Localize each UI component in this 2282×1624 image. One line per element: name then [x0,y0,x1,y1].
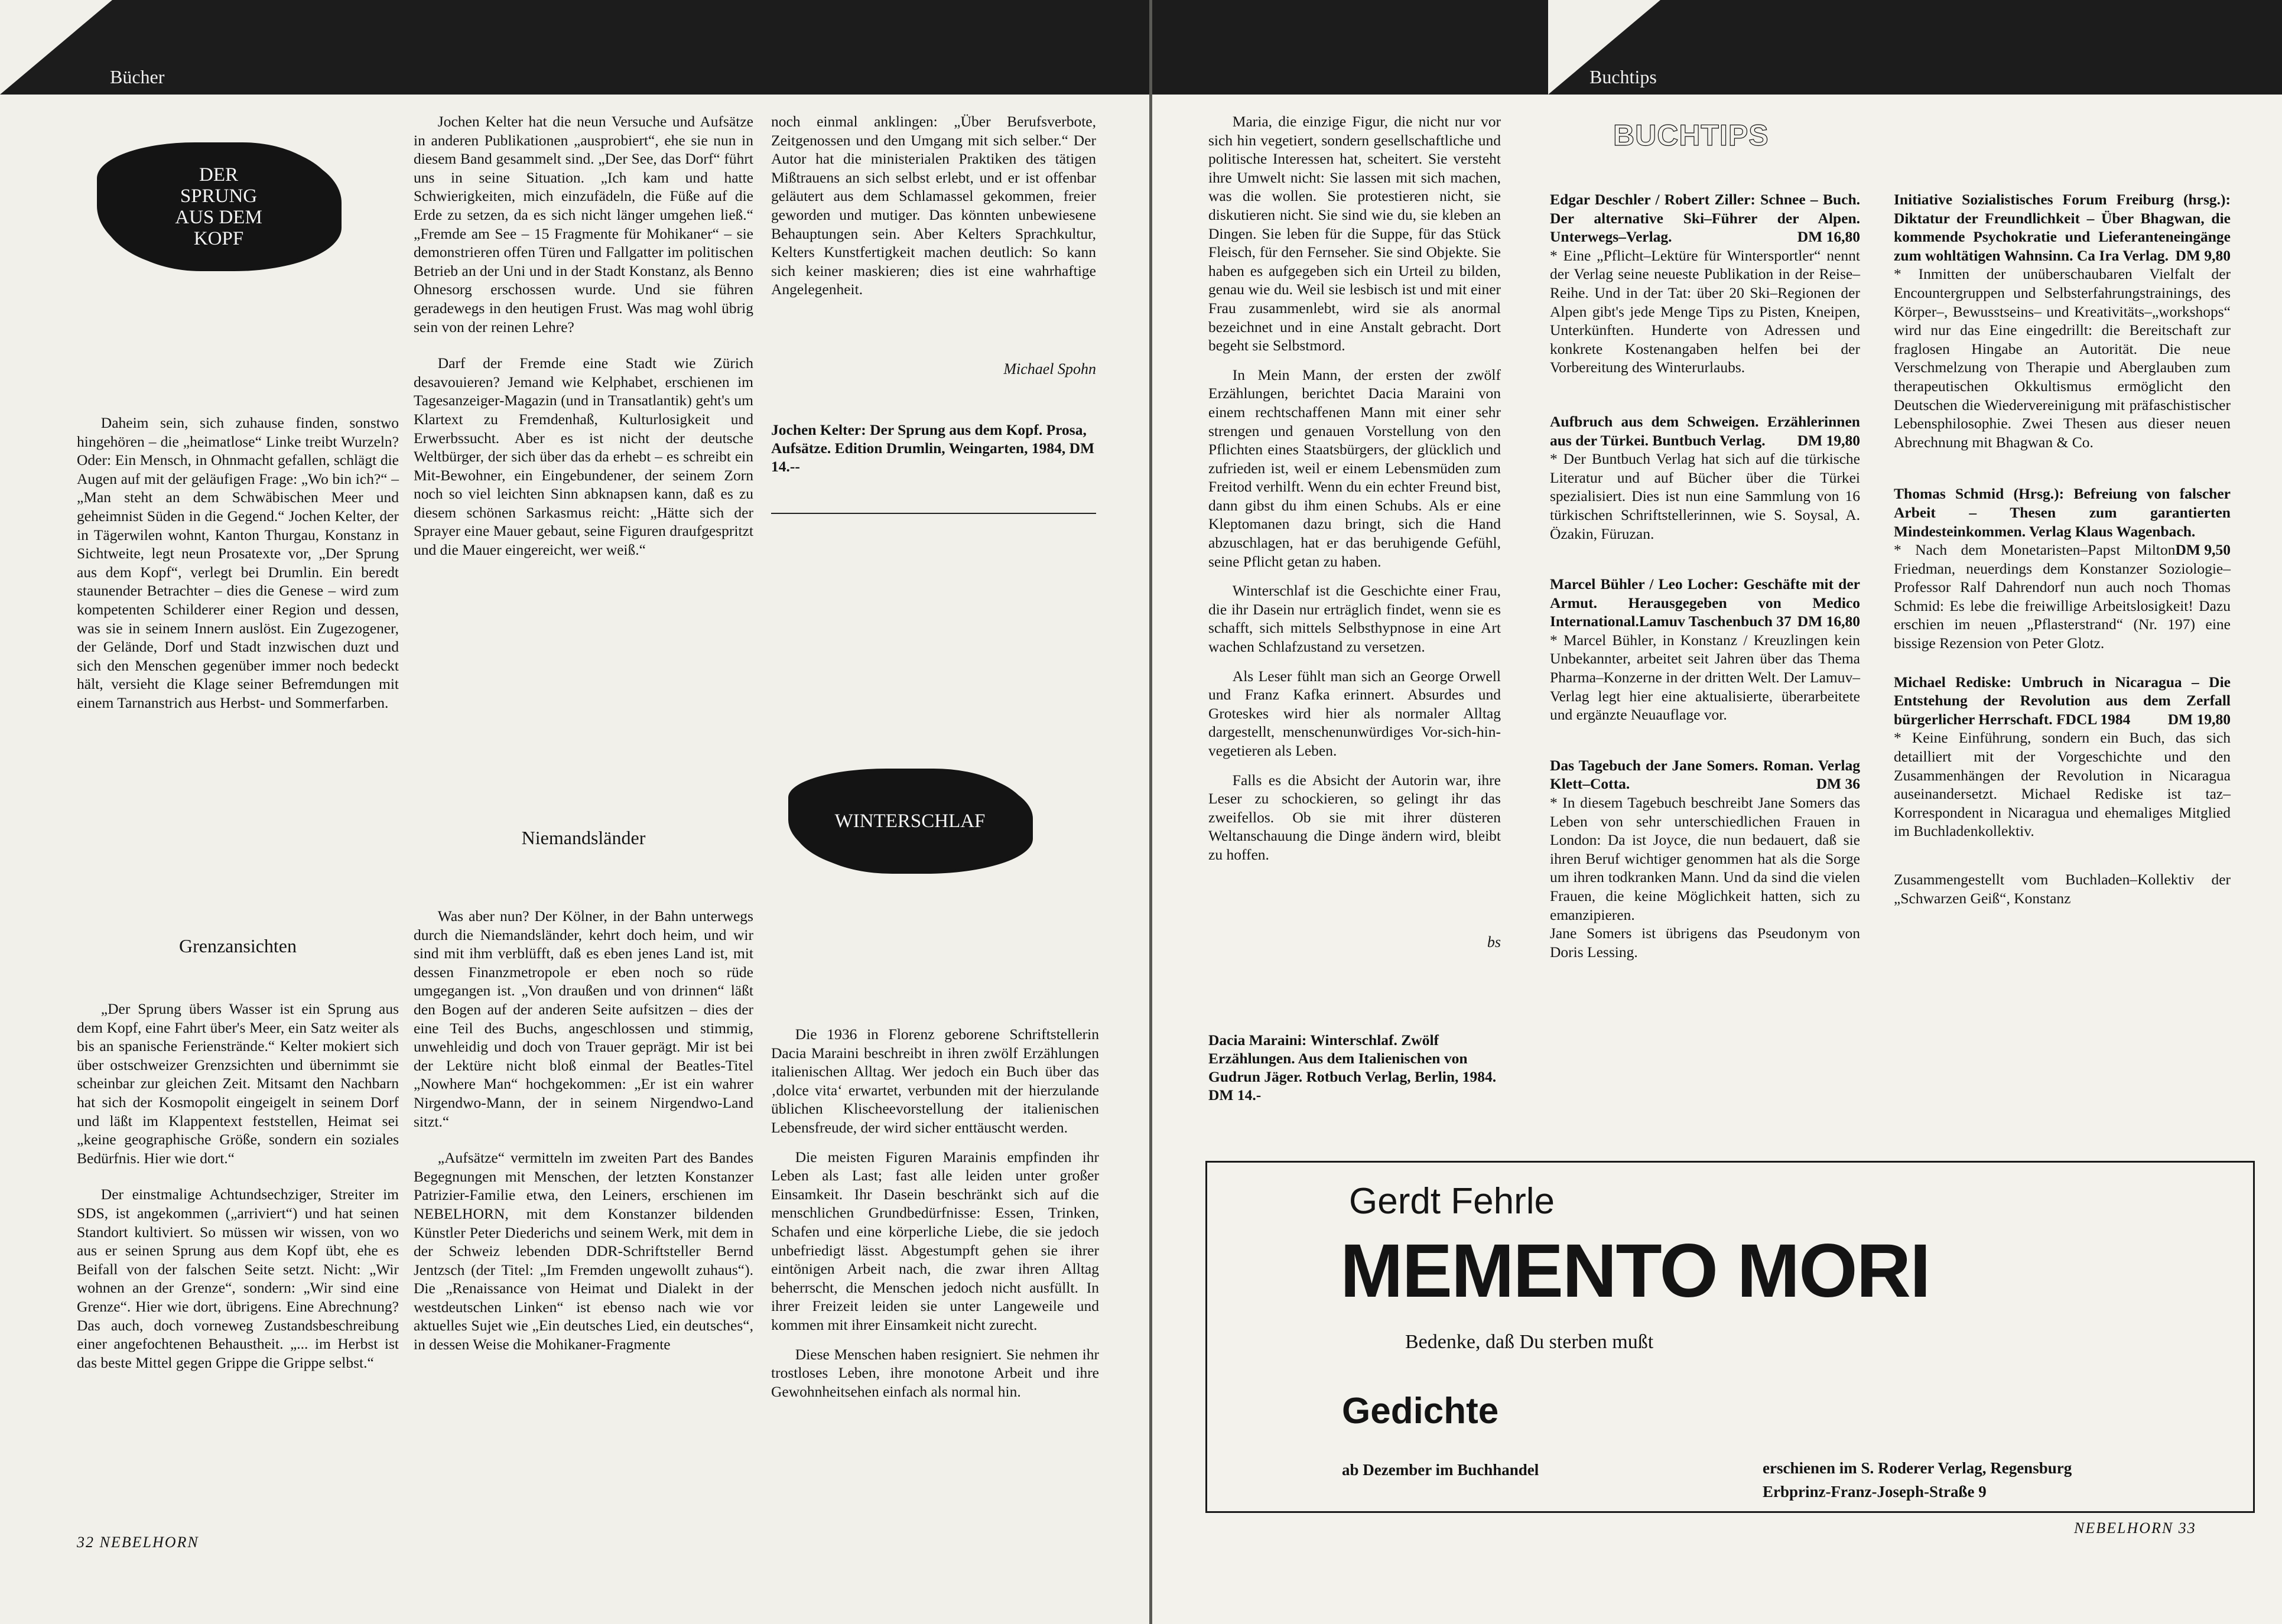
tip-item [1894,484,2231,652]
tip-text: Jane Somers ist übrigens das Pseudonym von Doris Lessing. [1550,925,1860,961]
paragraph: „Aufsätze“ vermitteln im zweiten Part des Bandes Begegnungen mit Menschen, der letzten Konstanzer Patrizier-Familie etwa, den Leiners, erschienen im NEBELHORN, mit dem Konstanzer bildenden Künstler Peter Diederichs und seinem Werk, mit dem in der Schweiz lebenden DDR-Schriftsteller Bernd Jentzsch (der Titel: „Im Fremden ungewollt zuhaus“). Die „Renaissance von Heimat und Dialekt in der westdeutschen Linken“ ist ebenso nach wie vor aktuelles Sujet wie „Ein deutsches Lied, ein deutsches“, in dessen Weise die Mohikaner-Fragmente [414,1149,753,1353]
tip-title: Initiative Sozialistisches Forum Freiburg (hrsg.): Diktatur der Freundlichkeit – Über Bhagwan, die kommende Psychokratie und Lieferanteneingänge zum wohltätigen Wahnsinn. Ca Ira Verlag. DM 9,80 [1894,191,2231,264]
article-column-2 [414,112,753,559]
page-number: NEBELHORN 33 [2074,1519,2196,1537]
paragraph: Darf der Fremde eine Stadt wie Zürich desavouieren? Jemand wie Kelphabet, erschienen im Tagesanzeiger-Magazin (und in Transatlantik) geht's um Klartext zu Fremdenhaß, Kulturlosigkeit und Erwerbssucht. Aber es ist nicht der deutsche Weltbürger, der sich über das da erhebt – es schreibt ein Mit-Bewohner, ein Eingebundener, der seinem Zorn noch so viel leichten Sinn abknapsen kann, daß es zu diesem schönen Sarkasmus reicht: „Hätte sich der Sprayer eine Mauer gebaut, seine Figuren draufgespritzt und die Mauer eingereicht, wer weiß.“ [414,354,753,559]
collective-credit: Zusammengestellt vom Buchladen–Kollektiv der „Schwarzen Geiß“, Konstanz [1894,871,2231,907]
paragraph: Die 1936 in Florenz geborene Schriftstellerin Dacia Maraini beschreibt in ihren zwölf Erzählungen italienischen Alltag. Wer jedoch ein Buch über das ‚dolce vita‘ erwartet, verbunden mit der hierzulande üblichen Klischeevorstellung der italienischen Lebensfreude, der wird sicher enttäuscht werden. [771,1026,1099,1136]
ad-publisher [1763,1456,2072,1503]
tip-text: * Keine Einführung, sondern ein Buch, das sich detailliert mit der Vorgeschichte und den Zusammenhängen der Revolution in Nicaragua auseinandersetzt. Michael Rediske ist taz–Korrespondent in Nicaragua und ehemaliges Mitglied im Buchladenkollektiv. [1894,729,2231,840]
tip-price: DM 36 [1816,775,1860,793]
review-column [1208,112,1501,864]
book-advertisement [1205,1161,2255,1513]
tip-text: * Der Buntbuch Verlag hat sich auf die türkische Literatur und auf Bücher über die Türkei spezialisiert. Dies ist nun eine Sammlung von 16 türkischen Schriftstellerinnen, wie S. Soysal, A. Özakin, Füruzan. [1550,450,1860,542]
paragraph: In Mein Mann, der ersten der zwölf Erzählungen, berichtet Dacia Maraini von einem rechtschaffenen Mann mit einer sehr strengen und genauen Vorstellung von den Pflichten eines Staatsbürgers, der glücklich und zufrieden ist, weil er einem Lebensmüden zum Freitod verhilft. Wenn du ein echter Freund bist, dann gibst du ihm einen Schubs. Als er eine Kleptomanen dazu bringt, sich die Hand abzuschlagen, hat er das beruhigende Gefühl, seine Pflicht getan zu haben. [1208,366,1501,570]
tips-column-middle [1550,190,1860,961]
tips-column-right [1894,190,2231,907]
tip-item [1550,575,1860,724]
ad-genre: Gedichte [1342,1391,1499,1431]
paragraph: Winterschlaf ist die Geschichte einer Frau, die ihr Dasein nur erträglich findet, wenn sie es schafft, sich mittels Selbsthypnose in eine Art wachen Schlafzustand zu versetzen. [1208,582,1501,656]
ad-publisher-name: erschienen im S. Roderer Verlag, Regensburg [1763,1459,2072,1477]
tip-title: Das Tagebuch der Jane Somers. Roman. Verlag Klett–Cotta. DM 36 [1550,756,1860,793]
article-column-3 [771,112,1096,299]
page-number: 32 NEBELHORN [77,1534,199,1551]
paragraph: „Der Sprung übers Wasser ist ein Sprung aus dem Kopf, eine Fahrt über's Meer, ein Satz weiter als bis an spanische Ferienstrände.“ Kelter mokiert sich über ostschweizer Grenzsichten und übernimmt sie scheinbar zur gleichen Zeit. Mitsamt den Nachbarn hat sich der Kosmopolit eingeigelt in seinem Dorf und läßt im Klappentext feststellen, Heimat sei „keine geographische Größe, sondern ein soziales Bedürfnis. Hier wie dort.“ [77,1000,399,1167]
tip-item [1550,190,1860,377]
paragraph: Der einstmalige Achtundsechziger, Streiter im SDS, ist angekommen („arriviert“) und hat seinen Standort kultiviert. So müssen wir wissen, von wo aus er seinen Sprung aus dem Kopf übt, ehe es Beifall von der falschen Seite setzt. Nicht: „Wir wohnen an der Grenze“, sondern: „Wir sind eine Grenze“. Hier wie dort, übrigens. Eine Abrechnung? Das auch, doch vorneweg Zustandsbeschreibung einer angefochtenen Behaustheit. „... im Herbst ist das beste Mittel gegen Grippe die Grippe selbst.“ [77,1186,399,1371]
right-page [1152,0,2282,1624]
tip-text: * Marcel Bühler, in Konstanz / Kreuzlingen kein Unbekannter, arbeitet seit Jahren über das Thema Pharma–Konzerne in der dritten Welt. Der Lamuv–Verlag legt hier eine aktualisierte, überarbeitete und ergänzte Neuauflage vor. [1550,631,1860,724]
section-label: Buchtips [1589,66,1657,87]
paragraph: Falls es die Absicht der Autorin war, ihre Leser zu schockieren, so gelingt ihr das zweifellos. Ob sie mit ihrer düsteren Weltanschauung die Dinge ändern wird, bleibt zu hoffen. [1208,771,1501,863]
article-column-2b [414,907,753,1354]
author-credit: Michael Spohn [1003,360,1096,377]
paragraph: Maria, die einzige Figur, die nicht nur vor sich hin vegetiert, sondern gesellschaftliche und politische Interessen hat, scheitert. Sie versteht ihre Umwelt nicht: Sie lassen mit sich machen, was die wollen. Sie protestieren nicht, sie diskutieren nicht. Sie sind wie du, sie kleben an Dingen. Sie leben für die Suppe, für das Stück Fleisch, für den Fernseher. Sie sind Objekte. Sie haben es aufgegeben sich ein Urteil zu bilden, genau wie du. Weil sie lesbisch ist und mit einer Frau zusammenlebt, wird sie als anormal bezeichnet und in eine Anstalt gebracht. Dort begeht sie Selbstmord. [1208,113,1501,354]
ad-author: Gerdt Fehrle [1349,1181,1555,1222]
section-label: Bücher [110,66,165,87]
tip-item [1550,756,1860,962]
paragraph: Jochen Kelter hat die neun Versuche und Aufsätze in anderen Publikationen „ausprobiert“, ehe sie nun in diesem Band gesammelt sind. „Der See, das Dorf“ führt uns in seine Situation. „Ich kam und hatte Schwierigkeiten, mich einzufädeln, die Füße auf die Erde zu setzen, da es sich nicht länger umgehen ließ.“ „Fremde am See – 15 Fragmente für Mohikaner“ – sie demonstrieren offen Türen und Fallgatter im politischen Betrieb an der Uni und in der Stadt Konstanz, als Benno Ohnesorg erschossen wurde. Und sie führen geradewegs in den heutigen Frust. Was mag wohl übrig sein von der reinen Lehre? [414,113,753,336]
article-title: DER SPRUNG AUS DEM KOPF [175,164,262,249]
tip-title: Aufbruch aus dem Schweigen. Erzählerinnen aus der Türkei. Buntbuch Verlag. DM 19,80 [1550,412,1860,449]
article-column-1b [77,1000,399,1372]
paragraph: Diese Menschen haben resigniert. Sie nehmen ihr trostloses Leben, ihre monotone Arbeit und ihre Gewohnheitsehen einfach als normal hin. [771,1345,1099,1400]
paragraph: Als Leser fühlt man sich an George Orwell und Franz Kafka erinnert. Absurdes und Groteskes wird hier als normaler Alltag dargestellt, menschenunwürdiges Vor-sich-hin-vegetieren als Leben. [1208,667,1501,759]
article-title-banner [792,771,1028,871]
tip-title: Marcel Bühler / Leo Locher: Geschäfte mit der Armut. Herausgegeben von Medico International.Lamuv Taschenbuch 37 DM 16,80 [1550,575,1860,630]
article-title: WINTERSCHLAF [834,811,986,832]
tip-title: Thomas Schmid (Hrsg.): Befreiung von falscher Arbeit – Thesen zum garantierten Mindesteinkommen. Verlag Klaus Wagenbach. DM 9,50 [1894,485,2231,559]
ad-publisher-address: Erbprinz-Franz-Joseph-Straße 9 [1763,1483,1987,1501]
divider [771,513,1096,514]
tip-text: * Eine „Pflicht–Lektüre für Wintersportler“ nennt der Verlag seine neueste Publikation in der Reise–Reihe. Und in der Tat: über 20 Ski–Regionen der Alpen gibt's jede Menge Tips zu Pisten, Kneipen, Unterkünften. Hunderte von Adressen und konkrete Kostenangaben helfen bei der Vorbereitung des Winterurlaubs. [1550,246,1860,376]
tip-item [1894,673,2231,841]
tip-price: DM 19,80 [2167,710,2231,728]
tip-price: DM 16,80 [1797,613,1860,630]
tip-price: DM 9,50 [2175,541,2231,559]
tip-text: * In diesem Tagebuch beschreibt Jane Somers das Leben von sehr unterschiedlichen Frauen in London: Da ist Joyce, die nun bedauert, daß sie ihren Beruf wichtiger genommen hat als die Sorge um ihren todkranken Mann. Und da sind die vielen Frauen, die keine Möglichkeit hatten, sich zu emanzipieren. [1550,794,1860,923]
tip-item [1550,412,1860,543]
subheading: Grenzansichten [178,935,297,956]
subheading: Niemandsländer [521,827,646,848]
tip-price: DM 16,80 [1797,228,1860,246]
buchtips-heading: BUCHTIPS [1613,119,1769,152]
header-band [1152,0,2282,95]
ad-release-date: ab Dezember im Buchhandel [1342,1461,1539,1479]
ad-title: MEMENTO MORI [1340,1229,1930,1313]
paragraph: Was aber nun? Der Kölner, in der Bahn unterwegs durch die Niemandsländer, kehrt doch heim, und wir sind mit ihm verblüfft, daß es eben jenes Land ist, mit dessen Finanzmetropole er eben noch so rüde umgegangen ist. „Von draußen und von drinnen“ läßt den Bogen auf der anderen Seite aufsitzen – dies der eine Teil des Buchs, angeschlossen und stimmig, unwehleidig und doch von Trauer geprägt. Mir ist bei der Lektüre nicht bloß einmal der Beatles-Titel „Nowhere Man“ hochgekommen: „Er ist ein wahrer Nirgendwo-Mann, der in seinem Nirgendwo-Land sitzt.“ [414,907,753,1130]
ad-subtitle: Bedenke, daß Du sterben mußt [1405,1331,1654,1353]
article-title-banner [100,145,337,269]
tip-price: DM 9,80 [2175,246,2231,264]
bibliography: Dacia Maraini: Winterschlaf. Zwölf Erzählungen. Aus dem Italienischen von Gudrun Jäger. Rotbuch Verlag, Berlin, 1984. DM 14.- [1208,1031,1497,1104]
paragraph: Die meisten Figuren Marainis empfinden ihr Leben als Last; fast alle leiden unter großer Einsamkeit. Ihr Dasein beschränkt sich auf die menschlichen Grundbedürfnisse: Essen, Trinken, Schafen und eine körperliche Liebe, die sie jedoch unbefriedigt lässt. Abgestumpft gehen sie ihrer eintönigen Arbeit nach, die zwar ihren Alltag beherrscht, die Menschen jedoch nicht ausfüllt. In ihrer Freizeit leiden sie unter Langeweile und kommen mit ihrer Einsamkeit nicht zurecht. [771,1148,1099,1333]
tip-price: DM 19,80 [1797,431,1860,449]
bibliography: Jochen Kelter: Der Sprung aus dem Kopf. Prosa, Aufsätze. Edition Drumlin, Weingarten, 1984, DM 14.-- [771,421,1095,475]
tip-text: * Inmitten der unüberschaubaren Vielfalt der Encountergruppen und Selbsterfahrungstrainings, des Körper–, Bewusstseins– und Kreativitäts–„workshops“ wird nur das Eine eingedrillt: die Bereitschaft zur fraglosen Hingabe an Autorität. Die neue Verschmelzung von Therapie und Aberglauben zum therapeutischen Okkultismus ermöglicht den Deutschen die Wiedervereinigung mit präfaschistischer Lebensphilosophie. Zwei Thesen aus dieser neuen Abrechnung mit Bhagwan & Co. [1894,265,2231,451]
paragraph: noch einmal anklingen: „Über Berufsverbote, Zeitgenossen und den Umgang mit sich selber.“ Der Autor hat die ministerialen Praktiken des tätigen Mißtrauens an sich selbst erlebt, und er ist offenbar geläutert aus dem Schlamassel gekommen, freier geworden und mutiger. Das könnten unbewiesene Behauptungen sein. Aber Kelters Sprachkultur, Kelters Kunstfertigkeit machen deutlich: So kann sich keiner maskieren; dies ist eine wahrhaftige Angelegenheit. [771,113,1096,298]
tip-title: Edgar Deschler / Robert Ziller: Schnee – Buch. Der alternative Ski–Führer der Alpen. Unterwegs–Verlag. DM 16,80 [1550,191,1860,246]
author-credit: bs [1487,933,1501,951]
article-column-3b [771,1025,1099,1401]
tip-title: Michael Rediske: Umbruch in Nicaragua – Die Entstehung der Revolution aus dem Zerfall bürgerlicher Herrschaft. FDCL 1984 DM 19,80 [1894,673,2231,728]
tip-item [1894,190,2231,451]
header-band [0,0,1149,95]
article-column-1 [77,414,399,712]
paragraph: Daheim sein, sich zuhause finden, sonstwo hingehören – die „heimatlose“ Linke treibt Wurzeln? Oder: Ein Mensch, in Ohnmacht gefallen, schlägt die Augen auf mit der geläufigen Frage: „Wo bin ich?“ – „Man steht an dem Schwäbischen Meer und geheimnist Süden in die Gegend.“ Jochen Kelter, der in Tägerwilen wohnt, Kanton Thurgau, Konstanz in Sichtweite, legt neun Prosatexte vor, „Der Sprung aus dem Kopf“, verlegt bei Drumlin. Ein beredt staunender Betrachter – dies die Genese – wird zum kompetenten Schilderer einer Region und dessen, was sie in seinem Innern auslöst. Ein Zugezogener, der Gelände, Dorf und Stadt inzwischen duzt und sich den Menschen gegenüber immer noch bedeckt hält, versieht die Klage seiner Befremdungen mit einem Tarnanstrich aus Herbst- und Sommerfarben. [77,414,399,711]
tip-text: * Nach dem Monetaristen–Papst Milton Friedman, neuerdings dem Konstanzer Soziologie–Professor Ralf Dahrendorf nun auch noch Thomas Schmid: Es lebe die freiwillige Arbeitslosigkeit! Dazu erschien im neuen „Pflasterstrand“ (Nr. 197) eine bissige Rezension von Peter Glotz. [1894,541,2231,652]
